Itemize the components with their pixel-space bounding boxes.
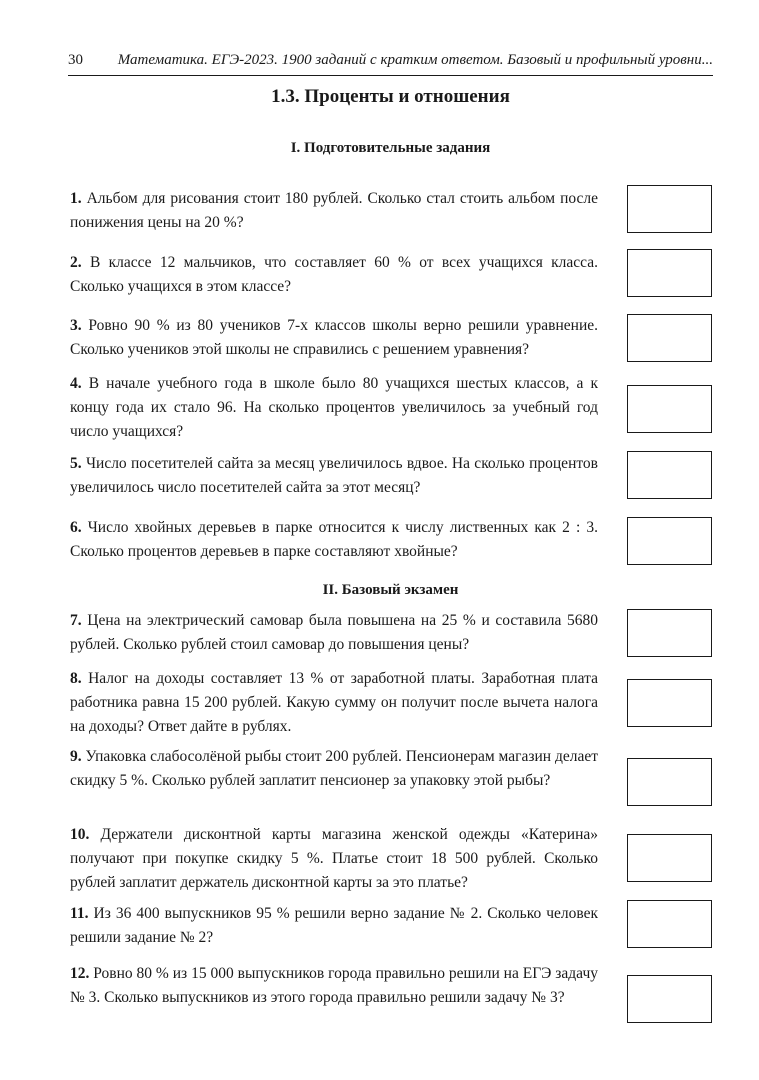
task-number: 7. [70, 612, 82, 629]
task-number: 10. [70, 826, 90, 843]
answer-box-6[interactable] [627, 517, 712, 565]
answer-box-2[interactable] [627, 249, 712, 297]
task-8 [70, 667, 598, 739]
subsection-title-basic-exam: II. Базовый экзамен [322, 582, 459, 598]
task-text: Цена на электрический самовар была повышена на 25 % и составила 5680 рублей. Сколько рублей стоил самовар до повышения цены? [70, 612, 598, 653]
answer-box-7[interactable] [627, 609, 712, 657]
task-4 [70, 372, 598, 444]
task-text: Число посетителей сайта за месяц увеличилось вдвое. На сколько процентов увеличилось число посетителей сайта за этот месяц? [70, 455, 598, 496]
subsection-title-preparatory: I. Подготовительные задания [290, 140, 491, 156]
task-text: Ровно 80 % из 15 000 выпускников города правильно решили на ЕГЭ задачу № 3. Сколько выпускников из этого города правильно решили задачу № 3? [70, 965, 598, 1006]
task-number: 2. [70, 254, 82, 271]
task-number: 8. [70, 670, 82, 687]
task-text: Число хвойных деревьев в парке относится к числу лиственных как 2 : 3. Сколько процентов деревьев в парке составляют хвойные? [70, 519, 599, 560]
task-number: 9. [70, 748, 82, 765]
answer-box-8[interactable] [627, 679, 712, 727]
answer-box-4[interactable] [627, 385, 712, 433]
task-5 [70, 452, 598, 500]
answer-box-1[interactable] [627, 185, 712, 233]
answer-box-5[interactable] [627, 451, 712, 499]
task-text: Держатели дисконтной карты магазина женской одежды «Катерина» получают при покупке скидку 5 %. Платье стоит 18 500 рублей. Сколько рублей заплатит держатель дисконтной карты за это платье? [70, 826, 598, 891]
task-text: В классе 12 мальчиков, что составляет 60 % от всех учащихся класса. Сколько учащихся в этом классе? [70, 254, 599, 295]
answer-box-12[interactable] [627, 975, 712, 1023]
section-title: 1.3. Проценты и отношения [271, 86, 510, 107]
task-number: 4. [70, 375, 82, 392]
task-3 [70, 314, 598, 362]
task-number: 3. [70, 317, 82, 334]
task-text: Из 36 400 выпускников 95 % решили верно задание № 2. Сколько человек решили задание № 2? [70, 905, 599, 946]
task-10 [70, 823, 598, 895]
task-text: Упаковка слабосолёной рыбы стоит 200 рублей. Пенсионерам магазин делает скидку 5 %. Сколько рублей заплатит пенсионер за упаковку этой рыбы? [70, 748, 598, 789]
task-number: 1. [70, 190, 82, 207]
answer-box-11[interactable] [627, 900, 712, 948]
task-7 [70, 609, 598, 657]
running-title: Математика. ЕГЭ-2023. 1900 заданий с кратким ответом. Базовый и профильный уровни... [117, 52, 713, 68]
task-number: 11. [70, 905, 89, 922]
answer-box-9[interactable] [627, 758, 712, 806]
task-6 [70, 516, 598, 564]
task-1 [70, 187, 598, 235]
task-text: В начале учебного года в школе было 80 учащихся шестых классов, а к концу года их стало 96. На сколько процентов увеличилось за учебный год число учащихся? [70, 375, 599, 440]
task-9 [70, 745, 598, 793]
task-12 [70, 962, 598, 1010]
page-number: 30 [68, 52, 83, 68]
task-number: 12. [70, 965, 90, 982]
task-text: Ровно 90 % из 80 учеников 7-х классов школы верно решили уравнение. Сколько учеников этой школы не справились с решением уравнения? [70, 317, 599, 358]
task-11 [70, 902, 598, 950]
answer-box-3[interactable] [627, 314, 712, 362]
task-number: 6. [70, 519, 82, 536]
task-text: Альбом для рисования стоит 180 рублей. Сколько стал стоить альбом после понижения цены на 20 %? [70, 190, 598, 231]
task-number: 5. [70, 455, 82, 472]
header-rule [68, 75, 713, 76]
answer-box-10[interactable] [627, 834, 712, 882]
task-2 [70, 251, 598, 299]
task-text: Налог на доходы составляет 13 % от заработной платы. Заработная плата работника равна 15 200 рублей. Какую сумму он получит после вычета налога на доходы? Ответ дайте в рублях. [70, 670, 598, 735]
